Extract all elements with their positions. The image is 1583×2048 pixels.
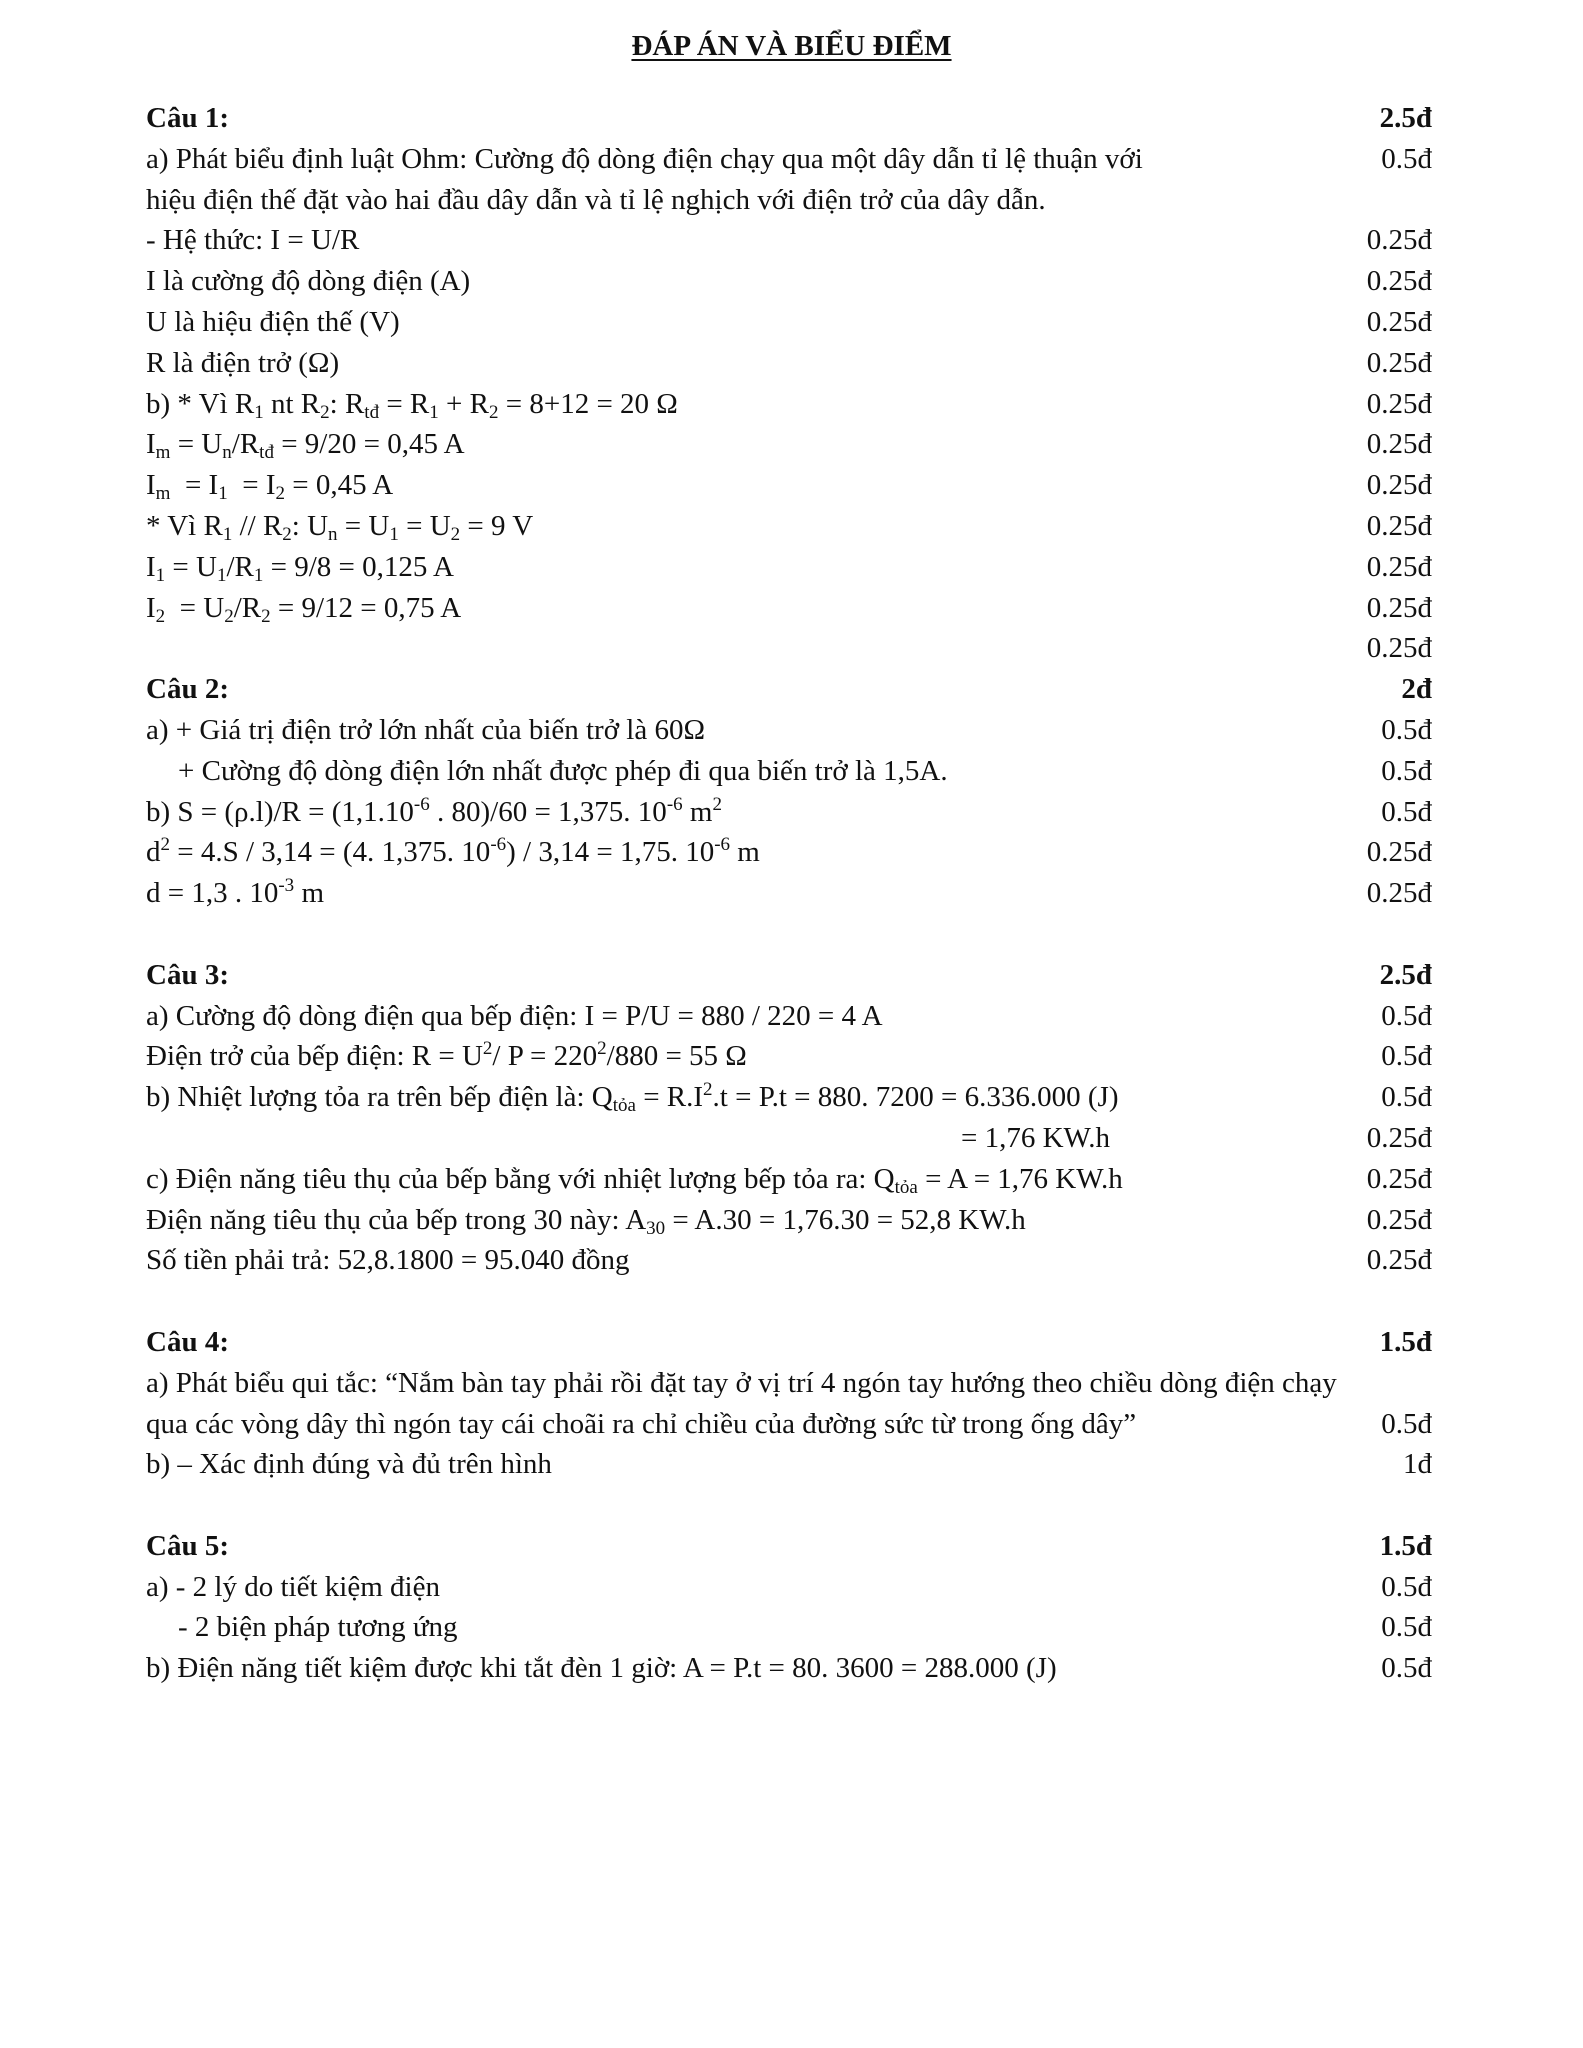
q4-b: b) – Xác định đúng và đủ trên hình 1đ bbox=[146, 1448, 1432, 1481]
q5-header bbox=[146, 1526, 1432, 1567]
q3-header bbox=[146, 955, 1432, 996]
q5-a-line2: - 2 biện pháp tương ứng 0.5đ bbox=[178, 1611, 1432, 1644]
q2-label: Câu 2: bbox=[146, 673, 229, 706]
q3-b-heat: b) Nhiệt lượng tỏa ra trên bếp điện là: $Q_{tỏa} = R.I^2.t = P.t = 880$. 7200 = 6.336.000 (J) 0.5đ bbox=[146, 1079, 1432, 1117]
q1-u-definition: U là hiệu điện thế (V) 0.25đ bbox=[146, 305, 1432, 338]
q2-a-line2: + Cường độ dòng điện lớn nhất được phép đi qua biến trở là 1,5A. 0.5đ bbox=[178, 754, 1432, 787]
q3-c-energy-30: Điện năng tiêu thụ của bếp trong 30 này: $A_{30} = A.30 = 1,76.30 = 52,8$ KW.h 0.25đ bbox=[146, 1203, 1432, 1239]
q3-a-resistance: Điện trở của bếp điện: $R = U^2/$ $P = 220^2/880 = 55$ Ω 0.5đ bbox=[146, 1038, 1432, 1073]
q2-b-diameter-squared: $d^2 = 4.S / 3,14 = (4$. 1,375. $10^{-6}) / 3,14 = 1,75$. $10^{-6}$ m 0.25đ bbox=[146, 834, 1432, 869]
page-title: ĐÁP ÁN VÀ BIỂU ĐIỂM bbox=[631, 30, 952, 62]
q4-header bbox=[146, 1322, 1432, 1363]
q3-a-current: a) Cường độ dòng điện qua bếp điện: I = P/U = 880 / 220 = 4 A 0.5đ bbox=[146, 999, 1432, 1032]
q1-b-series-currents: $I_m = I_1 = I_2 = 0,45$ A 0.25đ bbox=[146, 469, 1432, 505]
q1-b-current-i1: $I_1 = U_1/R_1 = 9/8 = 0,125$ A 0.25đ bbox=[146, 550, 1432, 586]
q3-c-cost: Số tiền phải trả: 52,8.1800 = 95.040 đồng 0.25đ bbox=[146, 1244, 1432, 1277]
q2-b-cross-section: b) $S = (\rho.l)/R = (1,1.10^{-6}$ . 80)/60 = 1,375. $10^{-6}$ $m^2$ 0.5đ bbox=[146, 793, 1432, 828]
q3-label: Câu 3: bbox=[146, 958, 229, 991]
q4-a-line1: a) Phát biểu qui tắc: “Nắm bàn tay phải rồi đặt tay ở vị trí 4 ngón tay hướng theo chiều dòng điện chạy bbox=[146, 1366, 1337, 1399]
q1-header bbox=[146, 98, 1432, 139]
q3-b-heat-kwh: = 1,76 KW.h 0.25đ bbox=[961, 1121, 1432, 1154]
q1-i-definition: I là cường độ dòng điện (A) 0.25đ bbox=[146, 265, 1432, 298]
q1-b-parallel-voltage: * Vì $R_1 // R_2$: $U_n = U_1 = U_2 = 9$ V 0.25đ bbox=[146, 509, 1432, 545]
section-gap bbox=[146, 1281, 1432, 1322]
q1-b-main-current: $I_m = U_n/R_{tđ} = 9/20 = 0,45$ A 0.25đ bbox=[146, 428, 1432, 464]
q1-r-definition: R là điện trở (Ω) 0.25đ bbox=[146, 346, 1432, 379]
q3-total: 2.5đ bbox=[1379, 958, 1432, 991]
q2-a-line1: a) + Giá trị điện trở lớn nhất của biến trở là 60Ω 0.5đ bbox=[146, 713, 1432, 746]
section-gap bbox=[146, 1485, 1432, 1526]
q2-b-diameter: d = 1,3 . $10^{-3}$ m 0.25đ bbox=[146, 875, 1432, 910]
q2-header bbox=[146, 669, 1432, 710]
q3-c-energy: c) Điện năng tiêu thụ của bếp bằng với nhiệt lượng bếp tỏa ra: $Q_{tỏa} = A = 1,76$ KW.h 0.25đ bbox=[146, 1162, 1432, 1198]
q4-total: 1.5đ bbox=[1379, 1325, 1432, 1358]
q4-label: Câu 4: bbox=[146, 1325, 229, 1358]
q5-b: b) Điện năng tiết kiệm được khi tắt đèn 1 giờ: A = P.t = 80. 3600 = 288.000 (J) 0.5đ bbox=[146, 1652, 1432, 1685]
q1-b-series-resistance: b) * Vì $R_1$ nt $R_2$: $R_{tđ} = R_1 + R_2 = 8+12 = 20$ Ω 0.25đ bbox=[146, 387, 1432, 423]
q4-a-line2: qua các vòng dây thì ngón tay cái choãi ra chỉ chiều của đường sức từ trong ống dây” 0.5đ bbox=[146, 1407, 1432, 1440]
q1-a-line2: hiệu điện thế đặt vào hai đầu dây dẫn và tỉ lệ nghịch với điện trở của dây dẫn. bbox=[146, 183, 1046, 216]
q5-total: 1.5đ bbox=[1379, 1529, 1432, 1562]
q1-a-line1: a) Phát biểu định luật Ohm: Cường độ dòng điện chạy qua một dây dẫn tỉ lệ thuận với 0.5đ bbox=[146, 142, 1432, 175]
q5-a-line1: a) - 2 lý do tiết kiệm điện 0.5đ bbox=[146, 1570, 1432, 1603]
q2-total: 2đ bbox=[1401, 673, 1432, 706]
q1-b-current-i2: $I_2 = U_2/R_2 = 9/12 = 0,75$ A 0.25đ bbox=[146, 591, 1432, 627]
q1-label: Câu 1: bbox=[146, 102, 229, 134]
answer-content bbox=[146, 98, 1432, 1689]
q5-label: Câu 5: bbox=[146, 1529, 229, 1562]
section-gap bbox=[146, 914, 1432, 955]
q1-total: 2.5đ bbox=[1379, 102, 1432, 134]
q1-formula: - Hệ thức: I = U/R 0.25đ bbox=[146, 224, 1432, 257]
q1-extra-score: 0.25đ bbox=[1366, 632, 1432, 665]
